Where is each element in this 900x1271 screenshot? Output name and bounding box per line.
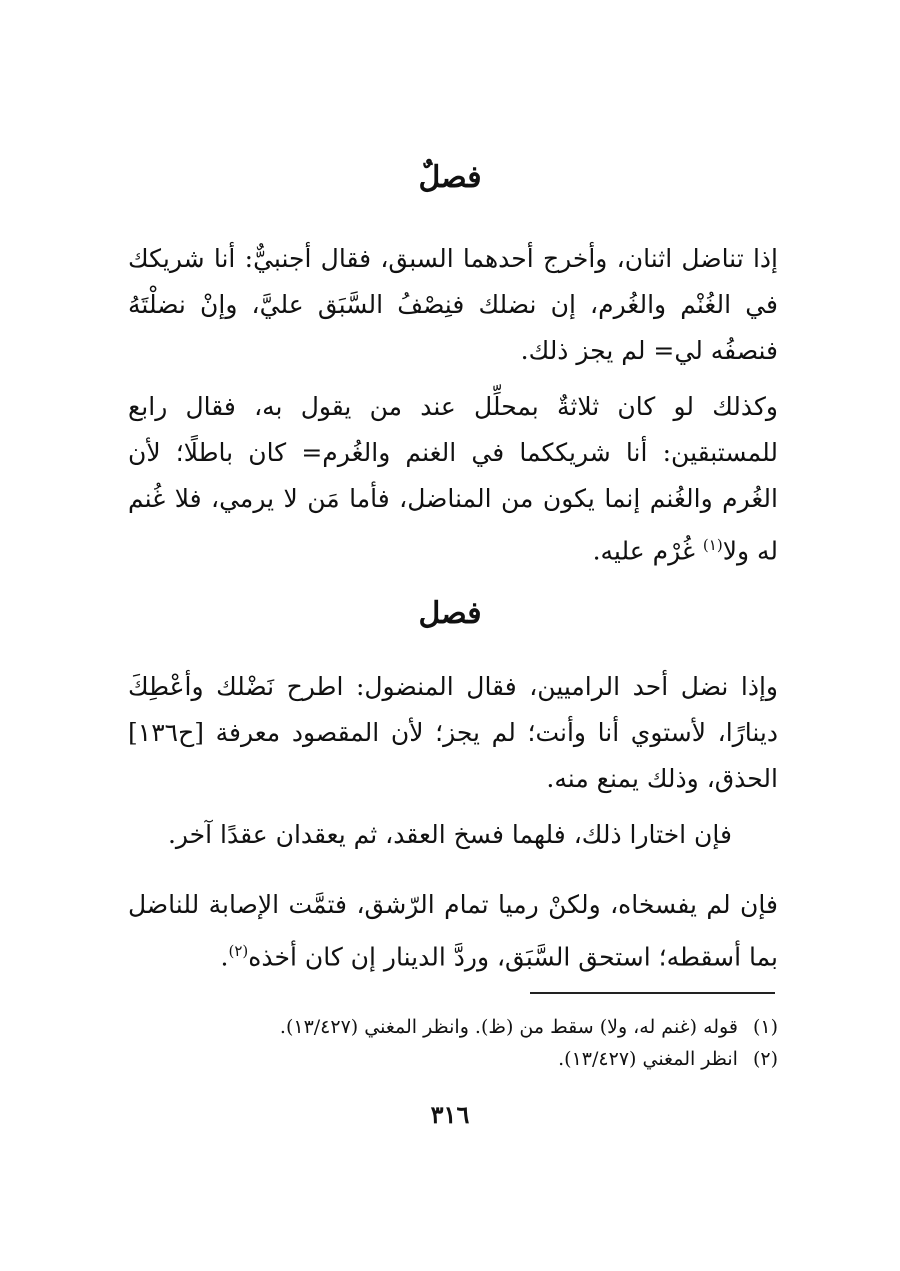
- footnote-2-number: (٢): [752, 1048, 778, 1070]
- paragraph-5-text: فإن لم يفسخاه، ولكنْ رميا تمام الرّشق، فتمَّت الإصابة للناضل بما أسقطه؛ استحق السَّبَق، وردَّ الدينار إن كان أخذه: [128, 890, 778, 972]
- section-heading-1: فصلٌ: [418, 160, 482, 195]
- footnote-1-number: (١): [752, 1016, 778, 1038]
- paragraph-3: وإذا نضل أحد الراميين، فقال المنضول: اطرح نَضْلك وأعْطِكَ دينارًا، لأستوي أنا وأنت؛ لم يجز؛ لأن المقصود معرفة [ح١٣٦] الحذق، وذلك يمنع منه.: [128, 672, 778, 793]
- page-number: ٣١٦: [430, 1100, 470, 1129]
- paragraph-2-text: وكذلك لو كان ثلاثةٌ بمحلِّل عند من يقول به، فقال رابع للمستبقين: أنا شريككما في الغنم والغُرم= كان باطلًا؛ لأن الغُرم والغُنم إنما يكون من المناضل، فأما مَن لا يرمي، فلا غُنم له ولا: [128, 392, 778, 566]
- paragraph-2-end: غُرْم عليه.: [592, 536, 695, 566]
- paragraph-5-end: .: [220, 942, 229, 972]
- footnote-2: [128, 1044, 778, 1074]
- footnote-1: [128, 1012, 778, 1042]
- footnote-divider: [530, 992, 775, 994]
- paragraph-5: [128, 882, 778, 980]
- paragraph-1: إذا تناضل اثنان، وأخرج أحدهما السبق، فقال أجنبيٌّ: أنا شريكك في الغُنْم والغُرم، إن نضلك فنِصْفُ السَّبَق عليَّ، وإنْ نضلْتَهُ فنصفُه لي= لم يجز ذلك.: [128, 244, 778, 365]
- section-heading-2: فصل: [418, 596, 482, 631]
- footnote-2-text: انظر المغني (١٣/٤٢٧).: [558, 1048, 738, 1070]
- footnote-1-text: قوله (غنم له، ولا) سقط من (ظ). وانظر المغني (١٣/٤٢٧).: [279, 1016, 738, 1038]
- footnote-marker-2: (٢): [228, 942, 249, 960]
- paragraph-4: فإن اختارا ذلك، فلهما فسخ العقد، ثم يعقدان عقدًا آخر.: [167, 820, 732, 849]
- paragraph-2: [128, 384, 778, 574]
- footnote-marker-1: (١): [702, 536, 723, 554]
